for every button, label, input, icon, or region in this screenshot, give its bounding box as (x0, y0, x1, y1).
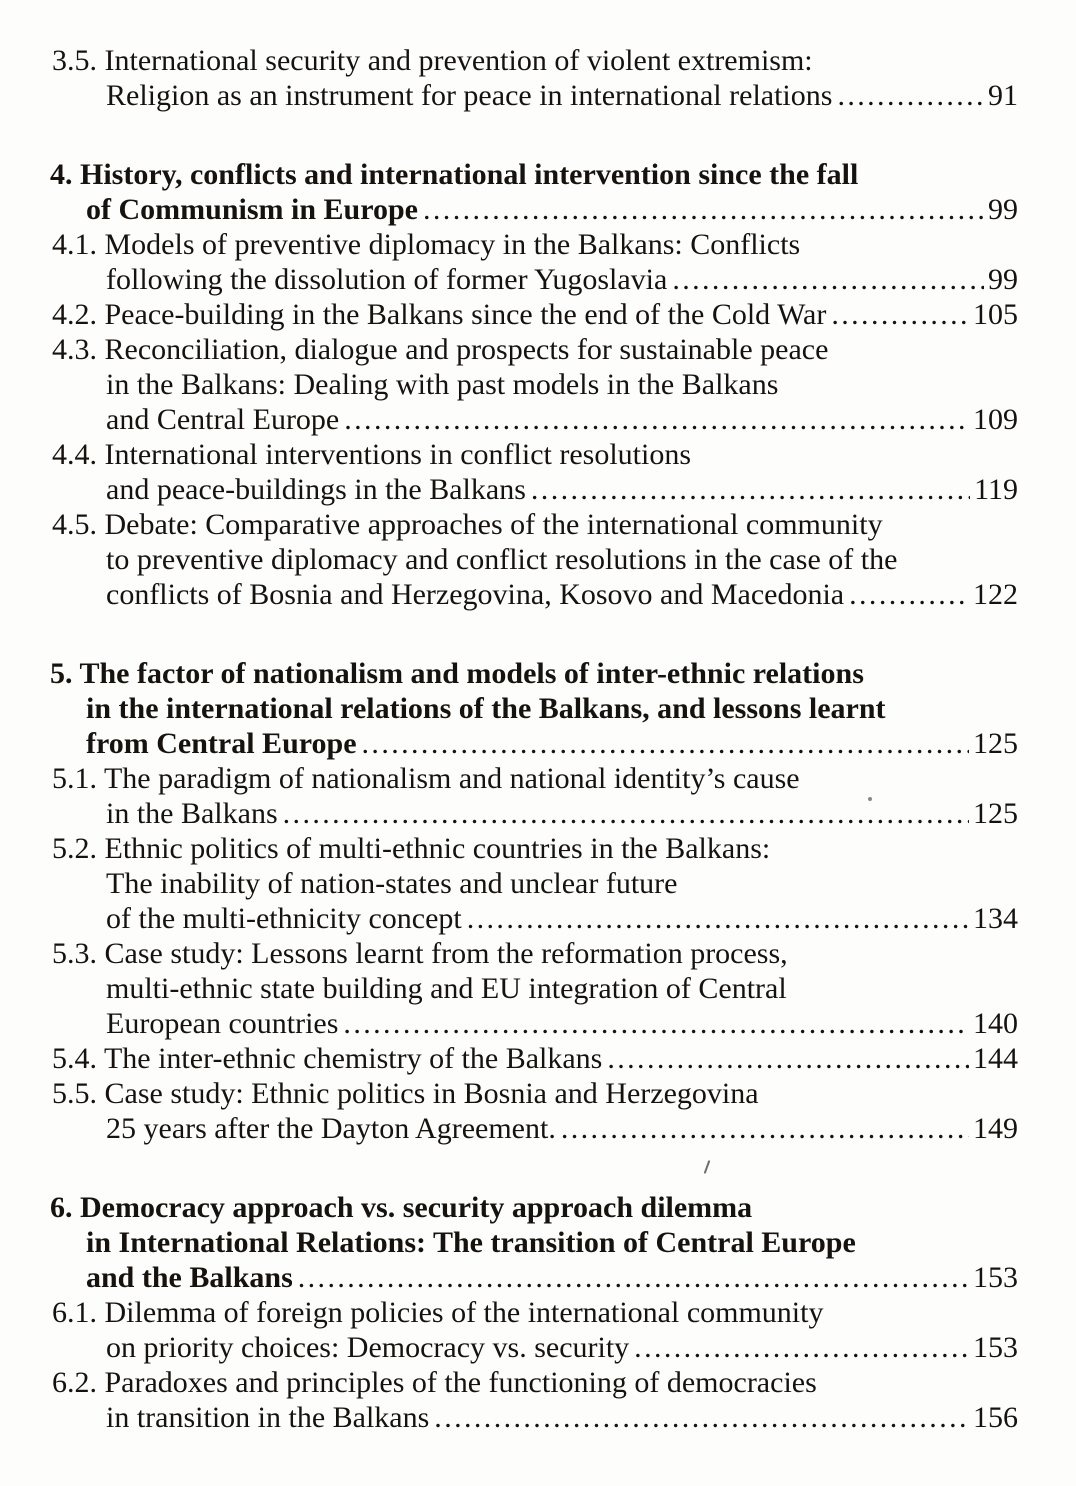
toc-entry-4-4 (52, 437, 1018, 507)
toc-line-text: in the Balkans: Dealing with past models in the Balkans (106, 368, 779, 401)
page-number: 153 (973, 1331, 1018, 1364)
toc-entry-5-2 (52, 831, 1018, 936)
toc-line (52, 1365, 1018, 1400)
toc-line (52, 262, 1018, 297)
toc-line (52, 542, 1018, 577)
toc-entry-5-3 (52, 936, 1018, 1041)
dot-leader (849, 577, 969, 612)
page-number: 153 (973, 1261, 1018, 1294)
toc-entry-4 (50, 157, 1018, 227)
toc-line (52, 866, 1018, 901)
scan-artifact (868, 797, 872, 801)
dot-leader (672, 262, 984, 297)
toc-line (50, 691, 1018, 726)
toc-entry-4-5 (52, 507, 1018, 612)
dot-leader (831, 297, 969, 332)
toc-line-text: of Communism in Europe (86, 193, 418, 226)
dot-leader (362, 726, 969, 761)
page-number: 99 (988, 263, 1018, 296)
toc-line-text: from Central Europe (86, 727, 357, 760)
toc-line-text: 5.2. Ethnic politics of multi-ethnic countries in the Balkans: (52, 832, 771, 865)
page-number: 144 (973, 1042, 1018, 1075)
page-number: 91 (988, 79, 1018, 112)
toc-line-text: 5.4. The inter-ethnic chemistry of the Balkans (52, 1042, 603, 1075)
toc-line-text: of the multi-ethnicity concept (106, 902, 462, 935)
toc-line-text: 4.2. Peace-building in the Balkans since the end of the Cold War (52, 298, 827, 331)
toc-line-text: and Central Europe (106, 403, 340, 436)
toc-line (52, 1295, 1018, 1330)
toc-entry-4-3 (52, 332, 1018, 437)
dot-leader (837, 78, 984, 113)
toc-line-text: 5.5. Case study: Ethnic politics in Bosnia and Herzegovina (52, 1077, 759, 1110)
toc-line-text: 5.3. Case study: Lessons learnt from the reformation process, (52, 937, 788, 970)
toc-line (50, 726, 1018, 761)
toc-line-text: 6.2. Paradoxes and principles of the functioning of democracies (52, 1366, 817, 1399)
toc-line-text: European countries (106, 1007, 339, 1040)
toc-line (52, 1400, 1018, 1435)
toc-line-text: conflicts of Bosnia and Herzegovina, Kosovo and Macedonia (106, 578, 845, 611)
dot-leader (561, 1111, 969, 1146)
toc-line (52, 1330, 1018, 1365)
dot-leader (531, 472, 970, 507)
toc-line (52, 472, 1018, 507)
toc-line (52, 1041, 1018, 1076)
toc-line (52, 507, 1018, 542)
toc-line (50, 1260, 1018, 1295)
toc-line (52, 437, 1018, 472)
dot-leader (344, 402, 969, 437)
toc-line-text: 4. History, conflicts and international intervention since the fall (50, 158, 859, 191)
toc-entry-5 (50, 656, 1018, 761)
page-number: 109 (973, 403, 1018, 436)
page-number: 134 (973, 902, 1018, 935)
toc-entry-6 (50, 1190, 1018, 1295)
toc-line (52, 43, 1018, 78)
page-number: 125 (973, 727, 1018, 760)
toc-line-text: and peace-buildings in the Balkans (106, 473, 526, 506)
toc-line-text: 5. The factor of nationalism and models of inter-ethnic relations (50, 657, 864, 690)
toc-line (52, 297, 1018, 332)
toc-line-text: multi-ethnic state building and EU integration of Central (106, 972, 787, 1005)
page-number: 156 (973, 1401, 1018, 1434)
toc-line (52, 577, 1018, 612)
toc-line-text: on priority choices: Democracy vs. security (106, 1331, 630, 1364)
toc-line (52, 901, 1018, 936)
toc-line-text: to preventive diplomacy and conflict resolutions in the case of the (106, 543, 898, 576)
toc-line-text: 5.1. The paradigm of nationalism and national identity’s cause (52, 762, 800, 795)
page-number: 105 (973, 298, 1018, 331)
toc-line (50, 192, 1018, 227)
toc-line (50, 656, 1018, 691)
toc-line (52, 936, 1018, 971)
toc-line (52, 1076, 1018, 1111)
toc-line-text: 4.1. Models of preventive diplomacy in the Balkans: Conflicts (52, 228, 801, 261)
toc-line (52, 761, 1018, 796)
toc-line (50, 1225, 1018, 1260)
toc-line-text: 4.4. International interventions in conflict resolutions (52, 438, 692, 471)
toc-line (52, 831, 1018, 866)
toc-line-text: in the international relations of the Balkans, and lessons learnt (86, 692, 886, 725)
toc-line (50, 1190, 1018, 1225)
toc-entry-6-2 (52, 1365, 1018, 1435)
toc-line (52, 227, 1018, 262)
toc-line-text: in International Relations: The transition of Central Europe (86, 1226, 856, 1259)
dot-leader (343, 1006, 969, 1041)
page-number: 122 (973, 578, 1018, 611)
toc-entry-5-4 (52, 1041, 1018, 1076)
toc-line (52, 402, 1018, 437)
toc-line-text: Religion as an instrument for peace in international relations (106, 79, 833, 112)
toc-line-text: in transition in the Balkans (106, 1401, 430, 1434)
dot-leader (434, 1400, 969, 1435)
dot-leader (467, 901, 969, 936)
toc-line (52, 367, 1018, 402)
dot-leader (283, 796, 969, 831)
toc-line-text: 6. Democracy approach vs. security approach dilemma (50, 1191, 753, 1224)
toc-line-text: 3.5. International security and prevention of violent extremism: (52, 44, 813, 77)
toc-line (52, 332, 1018, 367)
page-number: 140 (973, 1007, 1018, 1040)
toc-line (52, 796, 1018, 831)
page-number: 149 (973, 1112, 1018, 1145)
toc-line (52, 1111, 1018, 1146)
dot-leader (298, 1260, 969, 1295)
page-number: 125 (973, 797, 1018, 830)
dot-leader (423, 192, 984, 227)
toc-line-text: following the dissolution of former Yugoslavia (106, 263, 668, 296)
dot-leader (634, 1330, 969, 1365)
page-number: 119 (974, 473, 1018, 506)
toc-line-text: 6.1. Dilemma of foreign policies of the international community (52, 1296, 824, 1329)
toc-line (50, 157, 1018, 192)
toc-line-text: The inability of nation-states and unclear future (106, 867, 678, 900)
toc-entry-4-2 (52, 297, 1018, 332)
toc-entry-3-5 (52, 43, 1018, 113)
table-of-contents (52, 43, 1018, 1435)
toc-entry-4-1 (52, 227, 1018, 297)
page-number: 99 (988, 193, 1018, 226)
toc-entry-5-1 (52, 761, 1018, 831)
toc-line (52, 78, 1018, 113)
toc-line-text: 25 years after the Dayton Agreement. (106, 1112, 556, 1145)
toc-entry-5-5 (52, 1076, 1018, 1146)
toc-line-text: in the Balkans (106, 797, 278, 830)
toc-line-text: 4.5. Debate: Comparative approaches of the international community (52, 508, 883, 541)
toc-line (52, 971, 1018, 1006)
toc-entry-6-1 (52, 1295, 1018, 1365)
toc-line (52, 1006, 1018, 1041)
toc-line-text: and the Balkans (86, 1261, 293, 1294)
toc-line-text: 4.3. Reconciliation, dialogue and prospects for sustainable peace (52, 333, 829, 366)
dot-leader (607, 1041, 969, 1076)
